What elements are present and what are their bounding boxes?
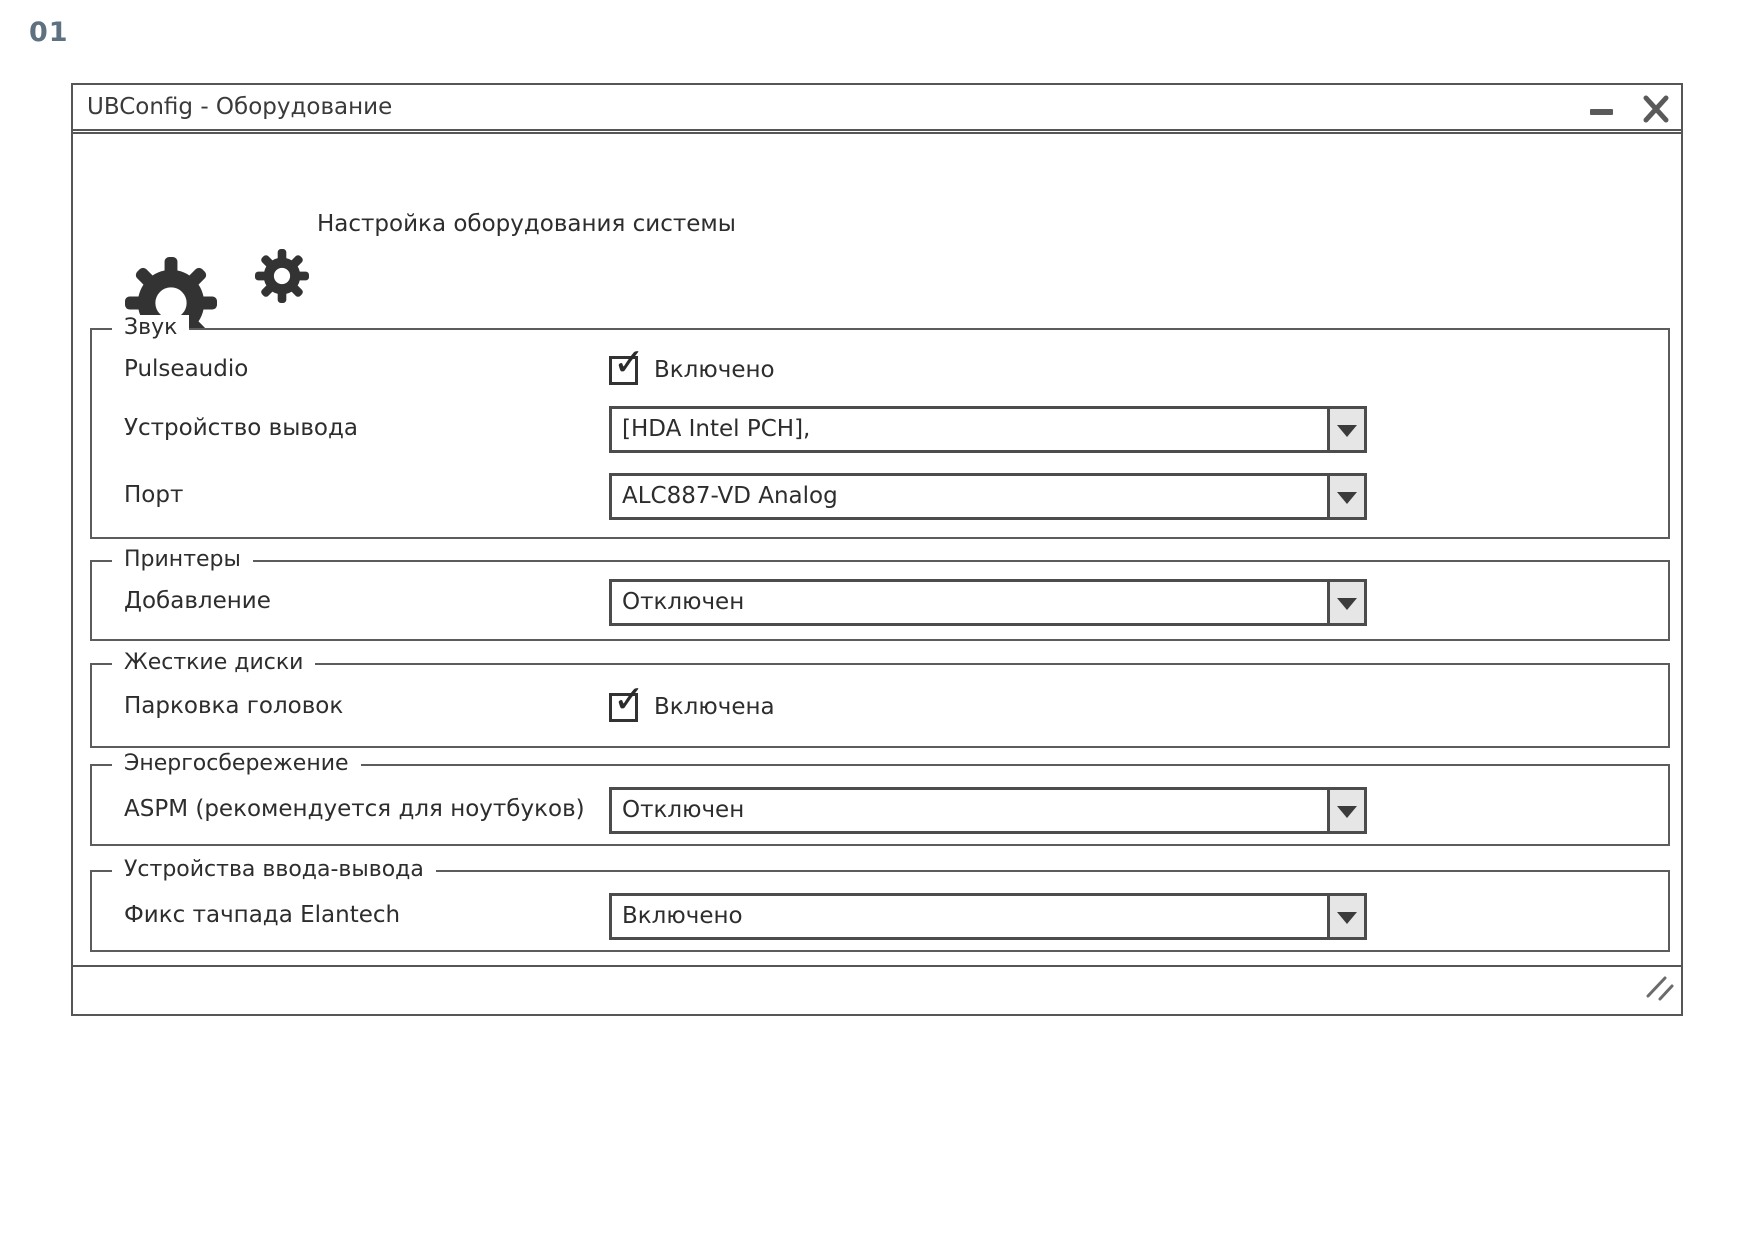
aspm-dropdown[interactable]	[609, 787, 1367, 834]
port-value: ALC887-VD Analog	[622, 483, 838, 509]
header-caption: Настройка оборудования системы	[317, 211, 736, 237]
chevron-down-icon	[1337, 912, 1357, 924]
chevron-down-icon	[1337, 806, 1357, 818]
printer-add-dropdown-button[interactable]	[1327, 582, 1364, 623]
group-hard-drives	[90, 650, 1670, 748]
gears-icon	[125, 165, 325, 325]
pulseaudio-label: Pulseaudio	[124, 356, 249, 382]
titlebar[interactable]	[73, 85, 1681, 131]
elantech-fix-dropdown-button[interactable]	[1327, 896, 1364, 937]
printer-add-value: Отключен	[622, 589, 745, 615]
window-title: UBConfig - Оборудование	[87, 94, 393, 120]
checkmark-icon: ✓	[613, 677, 645, 721]
group-sound	[90, 315, 1670, 539]
elantech-fix-value: Включено	[622, 903, 743, 929]
resize-grip-icon[interactable]	[1645, 974, 1675, 1006]
group-io-devices	[90, 857, 1670, 952]
chevron-down-icon	[1337, 492, 1357, 504]
head-parking-checkbox[interactable]	[609, 677, 645, 722]
output-device-dropdown-button[interactable]	[1327, 409, 1364, 450]
port-dropdown[interactable]	[609, 473, 1367, 520]
group-printers-legend: Принтеры	[112, 547, 253, 572]
elantech-fix-label: Фикс тачпада Elantech	[124, 902, 401, 928]
group-hard-drives-legend: Жесткие диски	[112, 650, 315, 675]
checkmark-icon: ✓	[613, 340, 645, 384]
output-device-value: [HDA Intel PCH],	[622, 416, 811, 442]
port-dropdown-button[interactable]	[1327, 476, 1364, 517]
pulseaudio-checkbox[interactable]	[609, 340, 645, 385]
statusbar	[73, 965, 1681, 1014]
chevron-down-icon	[1337, 598, 1357, 610]
aspm-label: ASPM (рекомендуется для ноутбуков)	[124, 796, 585, 822]
group-printers	[90, 547, 1670, 641]
minimize-button[interactable]	[1583, 85, 1619, 129]
slide-number-label: 01	[29, 17, 69, 48]
head-parking-label: Парковка головок	[124, 693, 344, 719]
group-sound-legend: Звук	[112, 315, 189, 340]
group-power-saving-legend: Энергосбережение	[112, 751, 361, 776]
close-icon	[1641, 91, 1671, 125]
aspm-dropdown-button[interactable]	[1327, 790, 1364, 831]
head-parking-checkbox-label: Включена	[654, 694, 775, 720]
aspm-value: Отключен	[622, 797, 745, 823]
output-device-dropdown[interactable]	[609, 406, 1367, 453]
group-power-saving	[90, 751, 1670, 846]
minimize-icon	[1590, 109, 1613, 115]
printer-add-dropdown[interactable]	[609, 579, 1367, 626]
printer-add-label: Добавление	[124, 588, 271, 614]
chevron-down-icon	[1337, 425, 1357, 437]
group-io-devices-legend: Устройства ввода-вывода	[112, 857, 436, 882]
output-device-label: Устройство вывода	[124, 415, 358, 441]
elantech-fix-dropdown[interactable]	[609, 893, 1367, 940]
pulseaudio-checkbox-label: Включено	[654, 357, 775, 383]
port-label: Порт	[124, 482, 184, 508]
ubconfig-window	[71, 83, 1683, 1016]
close-button[interactable]	[1641, 91, 1671, 125]
